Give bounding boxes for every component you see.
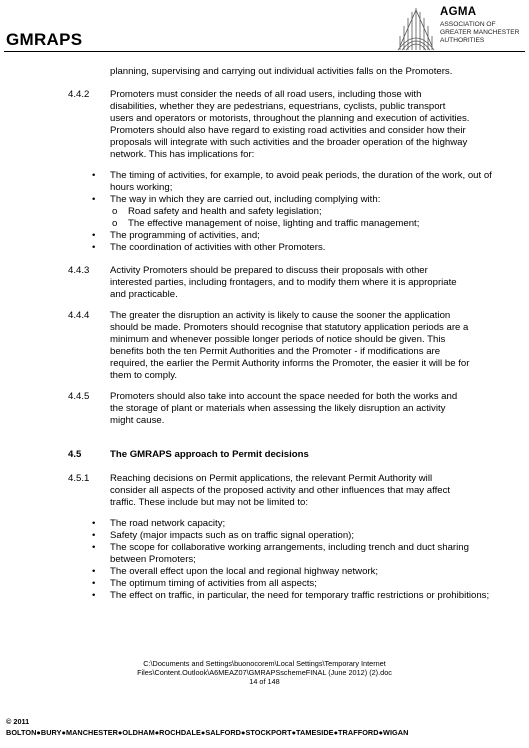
- paragraph-text: The greater the disruption an activity is likely to cause the sooner the application should be made. Promoters should recognise that statutory application periods are a minimum and whenever possible longer periods of notice should be given. This benefits both the ten Permit Authorities and the Promoter - if modifications are required, the earlier the Permit Authority informs the Promoter, the easier it will be for them to comply.: [110, 310, 470, 381]
- paragraph-4-5-1: [0, 473, 529, 509]
- circle-bullet-icon: o: [112, 206, 118, 217]
- circle-bullet-icon: o: [112, 218, 118, 229]
- document-body: [0, 66, 529, 613]
- list-item: [92, 242, 492, 254]
- list-item-text: The optimum timing of activities from all aspects;: [110, 578, 317, 589]
- list-item: [92, 542, 492, 566]
- list-item-text: The coordination of activities with other Promoters.: [110, 242, 326, 253]
- list-item: [92, 530, 492, 542]
- member-towns-list: BOLTON●BURY●MANCHESTER●OLDHAM●ROCHDALE●SALFORD●STOCKPORT●TAMESIDE●TRAFFORD●WIGAN: [6, 728, 409, 737]
- list-item: [92, 578, 492, 590]
- paragraph-4-4-5: [0, 391, 529, 427]
- bullet-icon: •: [92, 194, 96, 205]
- list-item: [92, 230, 492, 242]
- list-item: [92, 194, 492, 206]
- page-header: [0, 0, 529, 58]
- list-item-text: Safety (major impacts such as on traffic signal operation);: [110, 530, 355, 541]
- list-item-text: The timing of activities, for example, to avoid peak periods, the duration of the work, out of hours working;: [110, 170, 492, 193]
- list-item-text: Road safety and health and safety legislation;: [128, 206, 322, 217]
- list-item-text: The overall effect upon the local and regional highway network;: [110, 566, 379, 577]
- bullet-icon: •: [92, 170, 96, 181]
- paragraph-number: 4.4.5: [68, 391, 90, 402]
- list-item-text: The effective management of noise, lighting and traffic management;: [128, 218, 420, 229]
- paragraph-number: 4.4.4: [68, 310, 90, 321]
- paragraph-number: 4.5.1: [68, 473, 90, 484]
- page-number: 14 of 148: [249, 677, 280, 686]
- bullet-icon: •: [92, 542, 96, 553]
- list-item: [92, 590, 492, 602]
- footer-file-path: [0, 659, 529, 686]
- logo-subtitle: [440, 21, 519, 45]
- logo-subtitle-line: ASSOCIATION OF: [440, 21, 496, 28]
- section-heading: [0, 449, 529, 461]
- bullet-icon: •: [92, 230, 96, 241]
- paragraph-number: 4.4.3: [68, 265, 90, 276]
- logo-name: AGMA: [440, 6, 477, 18]
- header-divider: [4, 51, 525, 52]
- bullet-icon: •: [92, 566, 96, 577]
- paragraph-text: Reaching decisions on Permit applications, the relevant Permit Authority will consider all aspects of the proposed activity and other influences that may affect traffic. These include but may not be limited to:: [110, 473, 451, 508]
- list-item-text: The effect on traffic, in particular, the need for temporary traffic restrictions or prohibitions;: [110, 590, 490, 601]
- list-item-text: The scope for collaborative working arrangements, including trench and duct sharing between Promoters;: [110, 542, 469, 565]
- paragraph-4-4-4: [0, 310, 529, 382]
- bullet-list-implications: [92, 170, 492, 254]
- bullet-icon: •: [92, 530, 96, 541]
- paragraph-4-4-2: [0, 89, 529, 161]
- section-number: 4.5: [68, 449, 82, 460]
- logo-subtitle-line: GREATER MANCHESTER: [440, 29, 520, 36]
- list-item-text: The programming of activities, and;: [110, 230, 260, 241]
- bullet-icon: •: [92, 242, 96, 253]
- paragraph-text: Promoters should also take into account the space needed for both the works and the storage of plant or materials when assessing the likely disruption an activity might cause.: [110, 391, 458, 426]
- list-item-text: The road network capacity;: [110, 518, 226, 529]
- paragraph-text: Activity Promoters should be prepared to discuss their proposals with other interested parties, including frontagers, and to modify them where it is appropriate and practicable.: [110, 265, 457, 300]
- paragraph-4-4-3: [0, 265, 529, 301]
- bullet-icon: •: [92, 590, 96, 601]
- bullet-icon: •: [92, 518, 96, 529]
- list-item: [92, 566, 492, 578]
- paragraph-number: 4.4.2: [68, 89, 90, 100]
- agma-logo: [396, 4, 526, 54]
- section-title: The GMRAPS approach to Permit decisions: [110, 449, 309, 460]
- agma-logo-mark-icon: [396, 6, 436, 52]
- carryover-paragraph: planning, supervising and carrying out individual activities falls on the Promoters.: [110, 66, 453, 77]
- sub-list-item: [92, 218, 492, 230]
- list-item: [92, 170, 492, 194]
- file-path-line: C:\Documents and Settings\buonocorem\Local Settings\Temporary Internet: [143, 659, 386, 668]
- sub-list-item: [92, 206, 492, 218]
- copyright-notice: © 2011: [6, 717, 30, 726]
- bullet-list-considerations: [92, 518, 492, 602]
- document-title: GMRAPS: [6, 30, 83, 49]
- logo-subtitle-line: AUTHORITIES: [440, 37, 485, 44]
- file-path-line: Files\Content.Outlook\A6MEAZ07\GMRAPSschemeFINAL (June 2012) (2).doc: [137, 668, 392, 677]
- paragraph-text: Promoters must consider the needs of all road users, including those with disabilities, whether they are pedestrians, equestrians, cyclists, public transport users and operators or motorists, throughout the planning and execution of activities. Promoters should also have regard to existing road activities and consider how their proposals will integrate with such activities and the broader operation of the highway network. This has implications for:: [110, 89, 470, 160]
- list-item-text: The way in which they are carried out, including complying with:: [110, 194, 381, 205]
- list-item: [92, 518, 492, 530]
- bullet-icon: •: [92, 578, 96, 589]
